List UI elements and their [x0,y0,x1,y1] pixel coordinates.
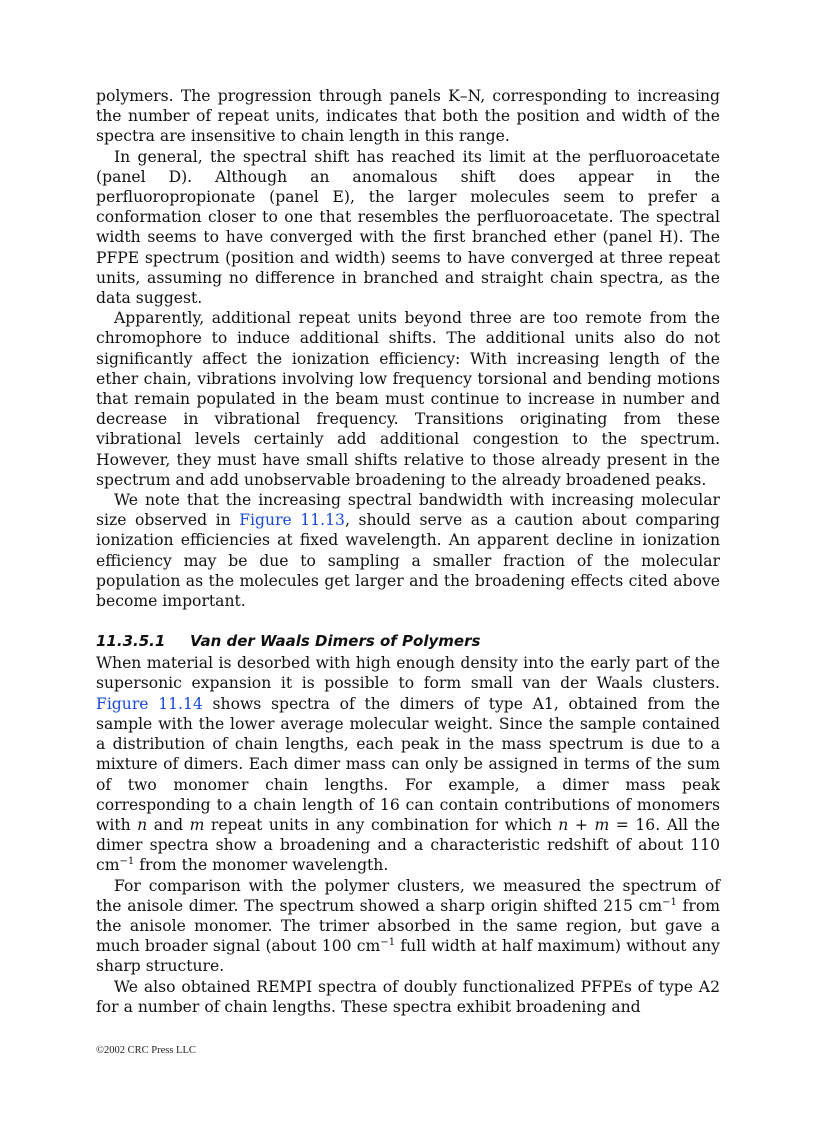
paragraph [96,147,720,309]
section-heading [96,631,720,651]
text-run: repeat units in any combination for which [204,815,559,834]
text-run: from the monomer wavelength. [134,856,389,875]
math-variable: m [594,815,610,834]
text-run: = 16. All the dimer spectra show a broadening and a characteristic redshift of about 110 cm [96,815,720,875]
section-paragraphs [96,653,720,1017]
copyright-footer: ©2002 CRC Press LLC [96,1045,196,1056]
superscript: −1 [662,896,677,908]
math-variable: m [189,815,205,834]
text-run: polymers. The progression through panels K–N, corresponding to increasing the number of repeat units, indicates that both the position and width of the spectra are insensitive to chain length in this range. [96,87,720,146]
superscript: −1 [119,856,135,868]
paragraph [96,876,720,977]
text-run: For comparison with the polymer clusters, we measured the spectrum of the anisole dimer. The spectrum showed a sharp origin shifted 215 cm [96,876,720,915]
text-run: When material is desorbed with high enough density into the early part of the supersonic expansion it is possible to form small van der Waals clusters. [96,654,720,693]
text-run: Apparently, additional repeat units beyond three are too remote from the chromophore to induce additional shifts. The additional units also do not significantly affect the ionization efficiency: With increasing length of the ether chain, vibrations involving low frequency torsional and bending motions that remain populated in the beam must continue to increase in number and decrease in vibrational frequency. Transitions originating from these vibrational levels certainly add additional congestion to the spectrum. However, they must have small shifts relative to those already present in the spectrum and add unobservable broadening to the already broadened peaks. [96,309,720,489]
text-run: and [147,815,190,834]
page-body [96,86,720,1017]
text-run: shows spectra of the dimers of type A1, obtained from the sample with the lower average molecular weight. Since the sample contained a distribution of chain lengths, each peak in the mass spectrum is due to a mixture of dimers. Each dimer mass can only be assigned in terms of the sum of two monomer chain lengths. For example, a dimer mass peak corresponding to a chain length of 16 can contain contributions of monomers with [96,694,720,834]
paragraph [96,977,720,1017]
section-number: 11.3.5.1 [96,632,166,651]
text-run: We note that the increasing spectral bandwidth with increasing molecular size observed in [96,491,720,530]
text-run: We also obtained REMPI spectra of doubly functionalized PFPEs of type A2 for a number of chain lengths. These spectra exhibit broadening and [96,977,720,1016]
paragraph [96,308,720,490]
section-title: Van der Waals Dimers of Polymers [190,632,481,651]
text-run: from the anisole monomer. The trimer absorbed in the same region, but gave a much broader signal (about 100 cm [96,896,720,956]
paragraph [96,490,720,611]
text-run: + [568,815,595,834]
math-variable: n [558,815,569,834]
figure-link[interactable]: Figure 11.14 [96,694,203,713]
text-run: full width at half maximum) without any sharp structure. [96,937,720,976]
figure-link[interactable]: Figure 11.13 [239,511,345,530]
paragraph [96,653,720,875]
superscript: −1 [380,937,396,949]
text-run: In general, the spectral shift has reached its limit at the perfluoroacetate (panel D). Although an anomalous shift does appear in the perfluoropropionate (panel E), the larger molecules seem to prefer a conformation closer to one that resembles the perfluoroacetate. The spectral width seems to have converged with the first branched ether (panel H). The PFPE spectrum (position and width) seems to have converged at three repeat units, assuming no difference in branched and straight chain spectra, as the data suggest. [96,147,720,308]
intro-paragraphs [96,86,720,611]
paragraph [96,86,720,147]
math-variable: n [137,815,148,834]
text-run: , should serve as a caution about comparing ionization efficiencies at fixed wavelength. An apparent decline in ionization efficiency may be due to sampling a smaller fraction of the molecular population as the molecules get larger and the broadening effects cited above become important. [96,511,720,611]
